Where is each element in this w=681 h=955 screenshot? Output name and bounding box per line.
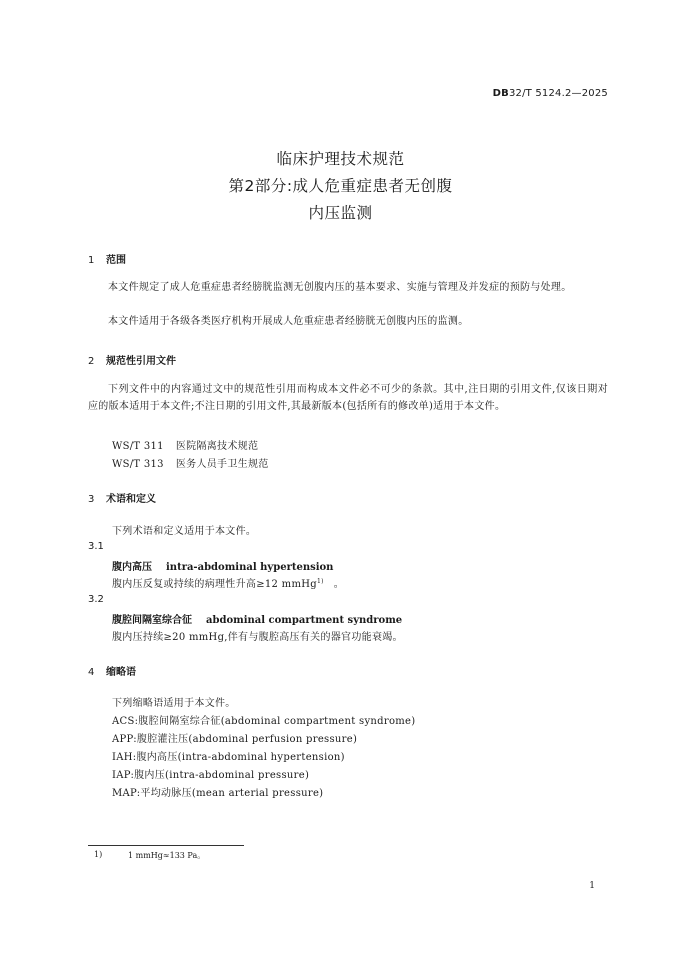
reference-1-code: WS/T 311 bbox=[112, 441, 164, 452]
section-1-para-2: 本文件适用于各级各类医疗机构开展成人危重症患者经膀胱无创腹内压的监测。 bbox=[108, 316, 469, 327]
title-line-2: 第2部分:成人危重症患者无创腹 bbox=[228, 177, 453, 195]
section-4-heading bbox=[88, 663, 136, 678]
section-4-number: 4 bbox=[88, 667, 95, 678]
section-1-para-1: 本文件规定了成人危重症患者经膀胱监测无创腹内压的基本要求、实施与管理及并发症的预防与处理。 bbox=[108, 282, 572, 293]
standard-code-rest: 32/T 5124.2—2025 bbox=[508, 88, 608, 99]
term-2 bbox=[112, 611, 402, 626]
term-2-en: abdominal compartment syndrome bbox=[206, 615, 403, 626]
term-1-en: intra-abdominal hypertension bbox=[166, 562, 334, 573]
term-1-zh: 腹内高压 bbox=[112, 562, 152, 573]
abbreviation-iah: IAH:腹内高压(intra-abdominal hypertension) bbox=[112, 752, 345, 763]
term-2-definition: 腹内压持续≥20 mmHg,伴有与腹腔高压有关的器官功能衰竭。 bbox=[112, 632, 403, 643]
term-1-definition-end: 。 bbox=[333, 579, 345, 590]
term-1-definition bbox=[112, 575, 344, 590]
term-2-number: 3.2 bbox=[88, 594, 104, 605]
standard-code bbox=[493, 88, 608, 99]
reference-2 bbox=[112, 455, 269, 470]
footnote-mark: 1) bbox=[94, 850, 103, 859]
section-2-number: 2 bbox=[88, 356, 95, 367]
term-1 bbox=[112, 558, 333, 573]
section-3-title: 术语和定义 bbox=[106, 494, 156, 505]
section-3-heading bbox=[88, 490, 156, 505]
reference-2-code: WS/T 313 bbox=[112, 459, 164, 470]
reference-1 bbox=[112, 437, 258, 452]
page-number: 1 bbox=[589, 881, 595, 891]
section-2-title: 规范性引用文件 bbox=[106, 356, 176, 367]
section-1-number: 1 bbox=[88, 255, 95, 266]
section-1-title: 范围 bbox=[106, 255, 126, 266]
reference-2-title: 医务人员手卫生规范 bbox=[175, 459, 269, 470]
title-line-3: 内压监测 bbox=[308, 204, 373, 222]
section-4-intro: 下列缩略语适用于本文件。 bbox=[112, 698, 236, 709]
section-1-heading bbox=[88, 251, 126, 266]
abbreviation-map: MAP:平均动脉压(mean arterial pressure) bbox=[112, 788, 324, 799]
term-1-number: 3.1 bbox=[88, 541, 104, 552]
abbreviation-acs: ACS:腹腔间隔室综合征(abdominal compartment syndrome) bbox=[112, 716, 416, 727]
title-line-1: 临床护理技术规范 bbox=[276, 150, 405, 168]
term-1-definition-text: 腹内压反复或持续的病理性升高≥12 mmHg bbox=[112, 579, 317, 590]
footnote-text: 1 mmHg≈133 Pa。 bbox=[128, 851, 206, 860]
section-3-number: 3 bbox=[88, 494, 95, 505]
section-4-title: 缩略语 bbox=[106, 667, 136, 678]
term-2-zh: 腹腔间隔室综合征 bbox=[112, 615, 192, 626]
footnote-reference: 1) bbox=[316, 578, 324, 585]
standard-code-prefix: DB bbox=[492, 88, 509, 99]
footnote-rule bbox=[88, 845, 244, 846]
reference-1-title: 医院隔离技术规范 bbox=[175, 441, 259, 452]
section-2-heading bbox=[88, 352, 176, 367]
abbreviation-iap: IAP:腹内压(intra-abdominal pressure) bbox=[112, 770, 310, 781]
abbreviation-app: APP:腹腔灌注压(abdominal perfusion pressure) bbox=[112, 734, 358, 745]
section-2-para: 下列文件中的内容通过文中的规范性引用而构成本文件必不可少的条款。其中,注日期的引用文件,仅该日期对应的版本适用于本文件;不注日期的引用文件,其最新版本(包括所有的修改单)适用于本文件。 bbox=[88, 384, 608, 412]
section-3-intro: 下列术语和定义适用于本文件。 bbox=[112, 526, 257, 537]
